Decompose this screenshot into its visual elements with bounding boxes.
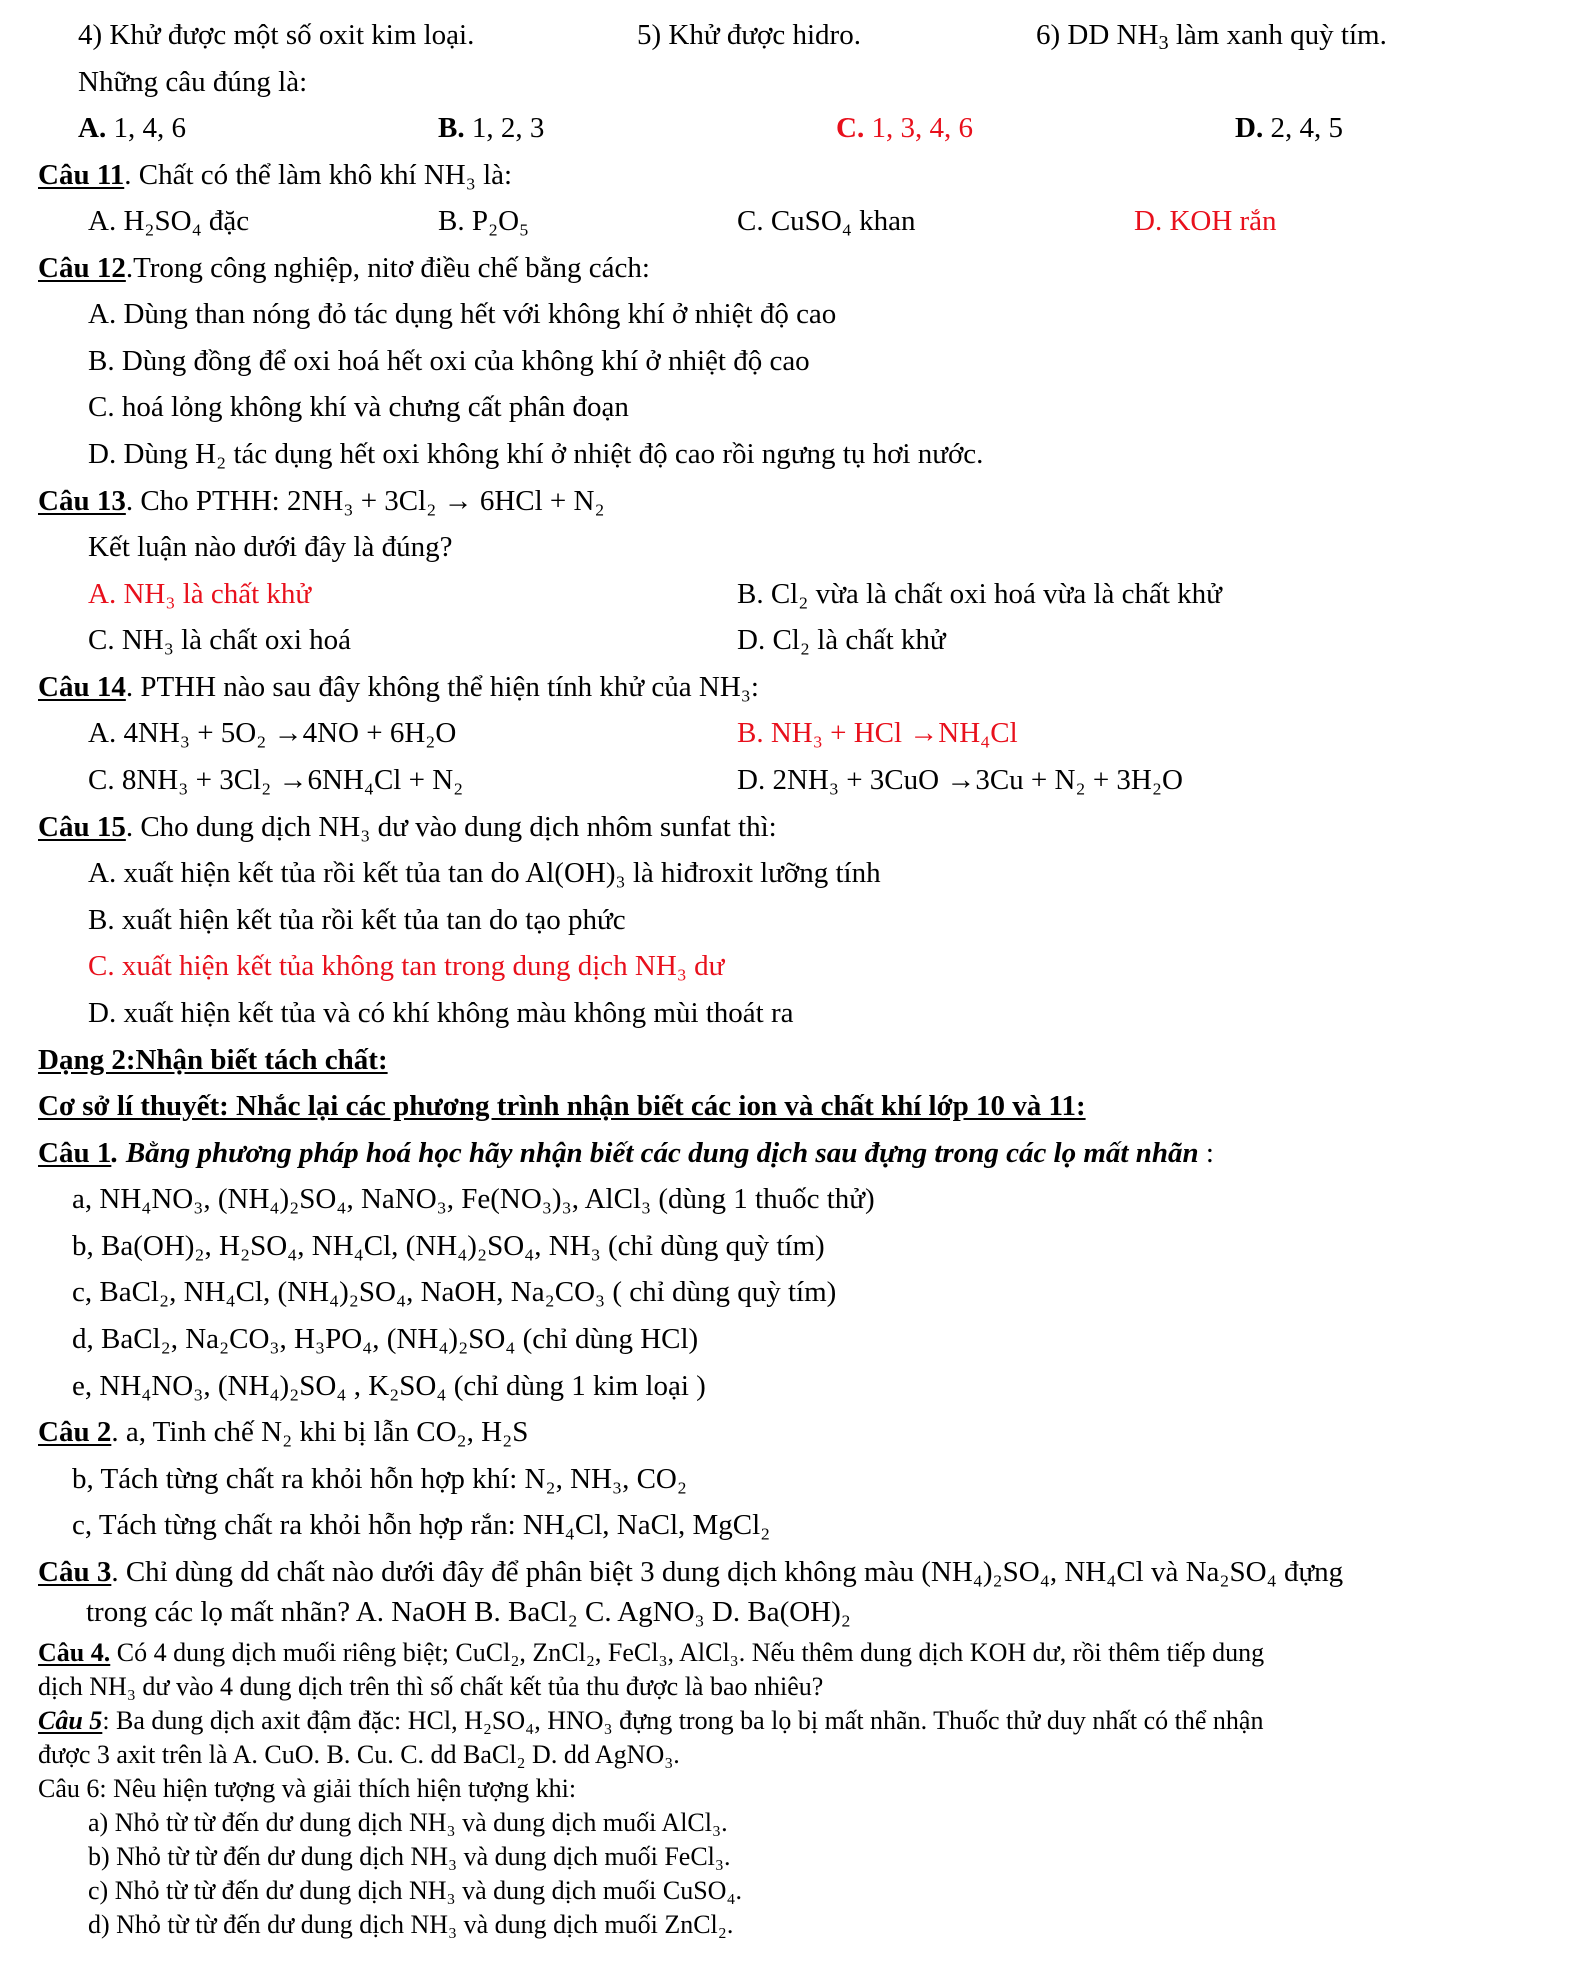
option-6: 6) DD $NH_3$ làm xanh quỳ tím. (1036, 19, 1387, 55)
c6-item-a: a) Nhỏ từ từ đến dư dung dịch NH₃ và dung dịch muối AlCl₃. (88, 1808, 728, 1837)
q11-option-b: B. P₂O₅ (438, 205, 530, 237)
c1-item-a: a, NH₄NO₃, (NH₄)₂SO₄, NaNO₃, Fe(NO₃)₃, AlCl₃ (dùng 1 thuốc thử) (72, 1183, 875, 1215)
q12-option-c: C. hoá lỏng không khí và chưng cất phân đoạn (88, 391, 629, 423)
option-5: 5) Khử được hidro. (637, 19, 861, 51)
c6-item-c: c) Nhỏ từ từ đến dư dung dịch NH₃ và dung dịch muối CuSO₄. (88, 1876, 743, 1905)
q10-answer-a: A. 1, 4, 6 (78, 112, 186, 144)
c1-item-b: b, Ba(OH)₂, H₂SO₄, NH₄Cl, (NH₄)₂SO₄, NH₃ (chỉ dùng quỳ tím) (72, 1230, 825, 1262)
q15-option-c-correct: C. xuất hiện kết tủa không tan trong dung dịch NH₃ dư (88, 950, 725, 982)
q14-option-d: D. 2NH₃ + 3CuO →3Cu + N₂ + 3H₂O (737, 764, 1183, 796)
q12-option-d: D. Dùng H₂ tác dụng hết oxi không khí ở nhiệt độ cao rồi ngưng tụ hơi nước. (88, 438, 984, 470)
q13-prompt: Kết luận nào dưới đây là đúng? (88, 531, 453, 563)
q14-option-c: C. 8NH₃ + 3Cl₂ →6NH₄Cl + N₂ (88, 764, 464, 796)
q12-stem: Câu 12.Trong công nghiệp, nitơ điều chế bằng cách: (38, 252, 650, 284)
c5-line-1: Câu 5: Ba dung dịch axit đậm đặc: HCl, H₂SO₄, HNO₃ đựng trong ba lọ bị mất nhãn. Thuốc thử duy nhất có thể nhận (38, 1706, 1264, 1735)
c2-item-c: c, Tách từng chất ra khỏi hỗn hợp rắn: NH₄Cl, NaCl, MgCl₂ (72, 1509, 771, 1541)
q13-stem: Câu 13. Cho PTHH: 2NH₃ + 3Cl₂ → 6HCl + N₂ (38, 485, 605, 517)
option-4: 4) Khử được một số oxit kim loại. (78, 19, 475, 51)
q12-option-a: A. Dùng than nóng đỏ tác dụng hết với không khí ở nhiệt độ cao (88, 298, 837, 330)
c3-line-2: trong các lọ mất nhãn? A. NaOH B. BaCl₂ C. AgNO₃ D. Ba(OH)₂ (86, 1596, 851, 1628)
theory-heading: Cơ sở lí thuyết: Nhắc lại các phương trình nhận biết các ion và chất khí lớp 10 và 11: (38, 1090, 1086, 1122)
c6-item-d: d) Nhỏ từ từ đến dư dung dịch NH₃ và dung dịch muối ZnCl₂. (88, 1910, 734, 1939)
q13-option-d: D. Cl₂ là chất khử (737, 624, 946, 656)
q15-stem: Câu 15. Cho dung dịch NH₃ dư vào dung dịch nhôm sunfat thì: (38, 811, 777, 843)
q10-answer-b: B. 1, 2, 3 (438, 112, 545, 144)
c3-line-1: Câu 3. Chỉ dùng dd chất nào dưới đây để phân biệt 3 dung dịch không màu (NH₄)₂SO₄, NH₄Cl và Na₂SO₄ đựng (38, 1556, 1344, 1588)
q11-option-c: C. CuSO₄ khan (737, 205, 916, 237)
q14-option-b-correct: B. NH₃ + HCl →NH₄Cl (737, 717, 1018, 749)
section-heading-dang-2: Dạng 2:Nhận biết tách chất: (38, 1044, 388, 1076)
c2-item-a: Câu 2. a, Tinh chế N₂ khi bị lẫn CO₂, H₂S (38, 1416, 529, 1448)
q14-option-a: A. 4NH₃ + 5O₂ →4NO + 6H₂O (88, 717, 457, 749)
q13-option-c: C. NH₃ là chất oxi hoá (88, 624, 351, 656)
c6-item-b: b) Nhỏ từ từ đến dư dung dịch NH₃ và dung dịch muối FeCl₃. (88, 1842, 731, 1871)
c1-item-d: d, BaCl₂, Na₂CO₃, H₃PO₄, (NH₄)₂SO₄ (chỉ dùng HCl) (72, 1323, 699, 1355)
q11-option-d-correct: D. KOH rắn (1134, 205, 1277, 237)
q11-stem: Câu 11. Chất có thể làm khô khí NH₃ là: (38, 159, 513, 191)
q11-option-a: A. H₂SO₄ đặc (88, 205, 250, 237)
c4-line-1: Câu 4. Có 4 dung dịch muối riêng biệt; CuCl₂, ZnCl₂, FeCl₃, AlCl₃. Nếu thêm dung dịch KOH dư, rồi thêm tiếp dung (38, 1638, 1265, 1667)
c5-line-2: được 3 axit trên là A. CuO. B. Cu. C. dd BaCl₂ D. dd AgNO₃. (38, 1740, 680, 1769)
q15-option-a: A. xuất hiện kết tủa rồi kết tủa tan do Al(OH)₃ là hiđroxit lưỡng tính (88, 857, 881, 889)
q14-stem: Câu 14. PTHH nào sau đây không thể hiện tính khử của NH₃: (38, 671, 759, 703)
c4-line-2: dịch NH₃ dư vào 4 dung dịch trên thì số chất kết tủa thu được là bao nhiêu? (38, 1672, 824, 1701)
q13-option-b: B. Cl₂ vừa là chất oxi hoá vừa là chất khử (737, 578, 1222, 610)
c1-item-c: c, BaCl₂, NH₄Cl, (NH₄)₂SO₄, NaOH, Na₂CO₃ ( chỉ dùng quỳ tím) (72, 1276, 837, 1308)
c6-stem: Câu 6: Nêu hiện tượng và giải thích hiện tượng khi: (38, 1774, 577, 1803)
q15-option-d: D. xuất hiện kết tủa và có khí không màu không mùi thoát ra (88, 997, 794, 1029)
c2-item-b: b, Tách từng chất ra khỏi hỗn hợp khí: N₂, NH₃, CO₂ (72, 1463, 687, 1495)
q12-option-b: B. Dùng đồng để oxi hoá hết oxi của không khí ở nhiệt độ cao (88, 345, 810, 377)
q10-answer-c-correct: C. 1, 3, 4, 6 (836, 112, 973, 144)
c1-stem: Câu 1. Bằng phương pháp hoá học hãy nhận biết các dung dịch sau đựng trong các lọ mất nhãn : (38, 1137, 1214, 1169)
c1-item-e: e, NH₄NO₃, (NH₄)₂SO₄ , K₂SO₄ (chỉ dùng 1 kim loại ) (72, 1370, 706, 1402)
q10-answer-d: D. 2, 4, 5 (1235, 112, 1343, 144)
q13-option-a-correct: A. NH₃ là chất khử (88, 578, 312, 610)
q15-option-b: B. xuất hiện kết tủa rồi kết tủa tan do tạo phức (88, 904, 626, 936)
prompt-correct-statements: Những câu đúng là: (78, 66, 308, 98)
